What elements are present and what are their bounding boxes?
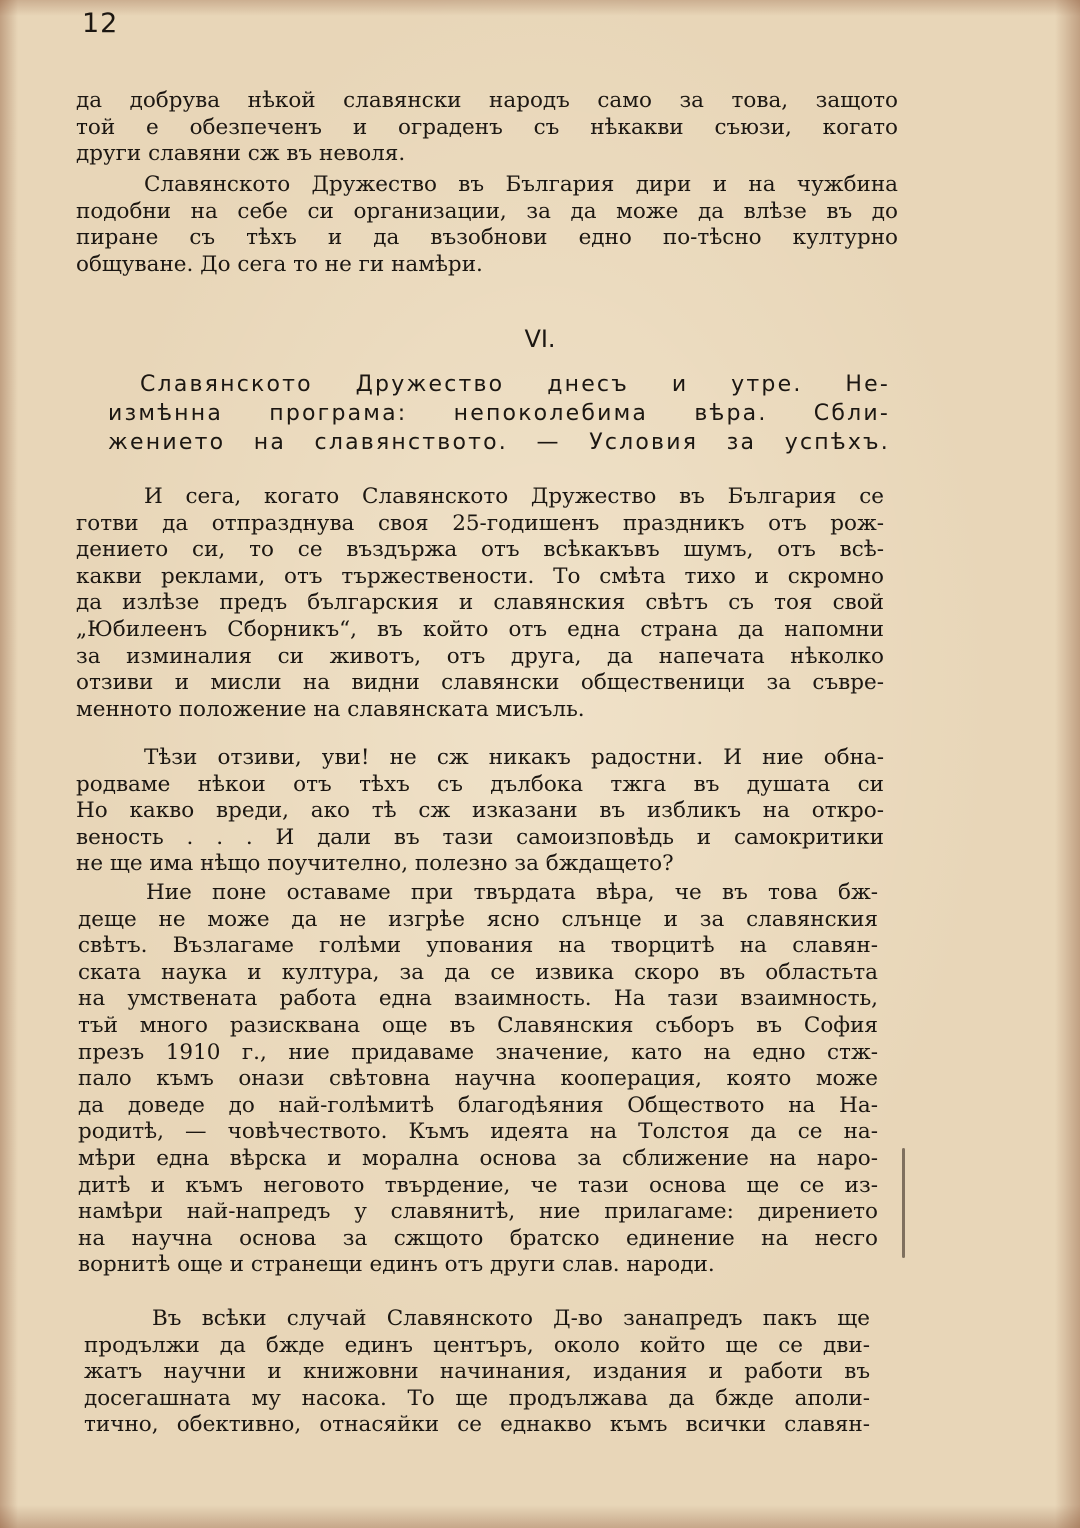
text-line: други славяни сж въ неволя. bbox=[76, 141, 406, 167]
text-line: И сега, когато Славянското Дружество въ България се bbox=[144, 484, 884, 509]
text-line: досегашната му насока. То ще продължава да бжде аполи- bbox=[84, 1385, 870, 1411]
text-line: за изминалия си животъ, отъ друга, да напечата нѣколко bbox=[76, 643, 884, 669]
paragraph bbox=[76, 172, 898, 278]
paragraph bbox=[76, 745, 884, 878]
text-line: веность . . . И дали въ тази самоизповѣдь и самокритики bbox=[76, 824, 884, 850]
text-line: дитѣ и къмъ неговото твърдение, че тази основа ще се из- bbox=[78, 1172, 878, 1198]
text-line: жатъ научни и книжовни начинания, издания и работи въ bbox=[84, 1359, 870, 1385]
text-line: свѣтъ. Възлагаме голѣми упования на творцитѣ на славян- bbox=[78, 933, 878, 959]
page-number: 12 bbox=[82, 8, 119, 39]
text-line: родитѣ, — човѣчеството. Къмъ идеята на Толстоя да се на- bbox=[78, 1119, 878, 1145]
text-line: подобни на себе си организации, за да може да влѣзе въ до bbox=[76, 198, 898, 224]
text-line: пало къмъ онази свѣтовна научна кооперация, която може bbox=[78, 1066, 878, 1092]
text-line: готви да отпразднува своя 25-годишенъ праздникъ отъ рож- bbox=[76, 510, 884, 536]
paragraph bbox=[76, 484, 884, 723]
text-line: тично, обективно, отнасяйки се еднакво къмъ всички славян- bbox=[84, 1412, 870, 1438]
text-line: да добрува нѣкой славянски народъ само за това, защото bbox=[76, 88, 898, 113]
text-line: Въ всѣки случай Славянското Д-во занапредъ пакъ ще bbox=[152, 1306, 870, 1331]
text-line: деще не може да не изгрѣе ясно слънце и за славянския bbox=[78, 906, 878, 932]
text-line: презъ 1910 г., ние придаваме значение, като на едно стж- bbox=[78, 1039, 878, 1065]
text-line: Славянското Дружество въ България дири и на чужбина bbox=[144, 172, 898, 197]
text-line: отзиви и мисли на видни славянски общественици за съвре- bbox=[76, 670, 884, 696]
text-line: той е обезпеченъ и ограденъ съ нѣкакви съюзи, когато bbox=[76, 114, 898, 140]
margin-pencil-mark bbox=[902, 1148, 905, 1258]
text-line: ската наука и култура, за да се извика скоро въ областьта bbox=[78, 959, 878, 985]
text-line: на умствената работа една взаимность. На тази взаимность, bbox=[78, 986, 878, 1012]
text-line: ворнитѣ още и странещи единъ отъ други слав. народи. bbox=[78, 1252, 715, 1278]
text-line: тъй много разисквана още въ Славянския съборъ въ София bbox=[78, 1012, 878, 1038]
text-line: какви реклами, отъ тържествености. То смѣта тихо и скромно bbox=[76, 563, 884, 589]
text-line: Ние поне оставаме при твърдата вѣра, че въ това бж- bbox=[146, 880, 878, 905]
heading-line: жението на славянството. — Условия за успѣхъ. bbox=[108, 430, 890, 455]
paragraph bbox=[78, 880, 878, 1279]
text-line: мѣри една вѣрска и морална основа за сближение на наро- bbox=[78, 1145, 878, 1171]
text-line: пиране съ тѣхъ и да възобнови едно по-тѣсно културно bbox=[76, 225, 898, 251]
text-line: Но какво вреди, ако тѣ сж изказани въ избликъ на откро- bbox=[76, 798, 884, 824]
text-line: „Юбилеенъ Сборникъ“, въ който отъ една страна да напомни bbox=[76, 616, 884, 642]
text-line: да излѣзе предъ българския и славянския свѣтъ съ тоя свой bbox=[76, 590, 884, 616]
text-line: да доведе до най-голѣмитѣ благодѣяния Обществото на На- bbox=[78, 1092, 878, 1118]
heading-line: Славянското Дружество днесъ и утре. Не- bbox=[140, 372, 890, 397]
text-line: на научна основа за сжщото братско единение на несго bbox=[78, 1225, 878, 1251]
paragraph-continuation bbox=[76, 88, 898, 168]
text-line: продължи да бжде единъ центъръ, около който ще се дви- bbox=[84, 1332, 870, 1358]
section-number: VI. bbox=[524, 325, 556, 353]
text-line: не ще има нѣщо поучително, полезно за бждащето? bbox=[76, 851, 674, 877]
text-line: менното положение на славянската мисъль. bbox=[76, 696, 585, 722]
text-line: Тѣзи отзиви, уви! не сж никакъ радостни. И ние обна- bbox=[144, 745, 884, 770]
paragraph bbox=[84, 1306, 870, 1439]
text-line: родваме нѣкои отъ тѣхъ съ дълбока тжга въ душата си bbox=[76, 771, 884, 797]
heading-line: измѣнна програма: непоколебима вѣра. Сбли- bbox=[108, 401, 890, 426]
text-line: намѣри най-напредъ у славянитѣ, ние прилагаме: дирението bbox=[78, 1199, 878, 1225]
section-heading bbox=[108, 370, 890, 457]
text-line: общуване. До сега то не ги намѣри. bbox=[76, 251, 483, 277]
text-line: дението си, то се въздържа отъ всѣкакъвъ шумъ, отъ всѣ- bbox=[76, 537, 884, 563]
